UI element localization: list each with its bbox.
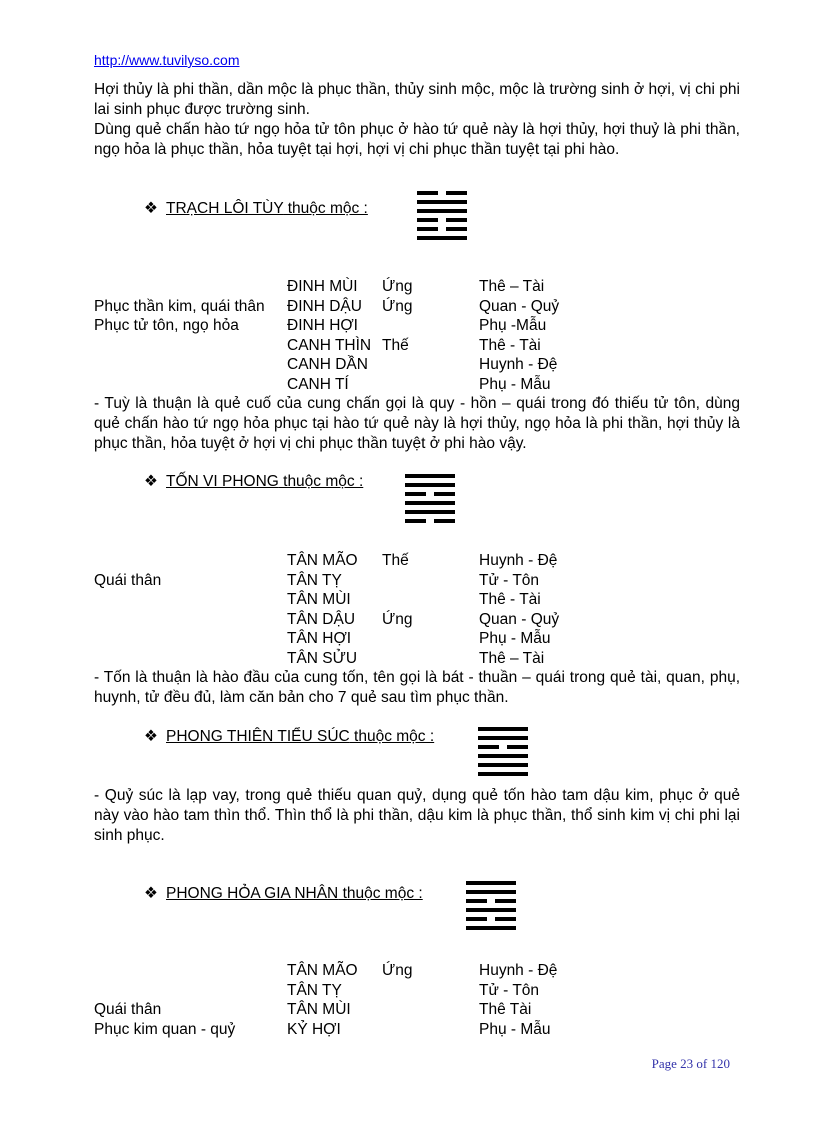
diamond-bullet-icon: ❖ xyxy=(144,200,158,217)
solid-line xyxy=(417,200,467,204)
row-position: Thế xyxy=(382,552,409,569)
hexagram-phong-thien-tieu-suc xyxy=(478,727,528,781)
website-link[interactable]: http://www.tuvilyso.com xyxy=(94,52,240,68)
row-position: Thế xyxy=(382,336,409,354)
section-note-trach-loi-tuy: - Tuỳ là thuận là quẻ cuố của cung chấn gọi là quy - hồn – quái trong đó thiếu tử tôn, dùng quẻ chấn hào tứ ngọ hỏa phục tại hào tứ quẻ này là hợi thủy, ngọ hỏa là phi thần, hợi thủy là phục thần, hỏa tuyệt ở hợi vị chi phục thần tuyệt ở phi hào vậy. xyxy=(94,395,740,452)
row-stem-branch: TÂN SỬU xyxy=(287,650,358,667)
page-number: Page 23 of 120 xyxy=(651,1056,730,1071)
broken-line xyxy=(478,745,528,749)
section-title-suffix: thuộc mộc : xyxy=(349,728,435,745)
section-heading-trach-loi-tuy xyxy=(144,199,368,218)
solid-line xyxy=(478,727,528,731)
solid-line xyxy=(466,890,516,894)
row-stem-branch: ĐINH HỢI xyxy=(287,317,358,335)
broken-line xyxy=(417,227,467,231)
row-stem-branch: TÂN MÃO xyxy=(287,962,358,979)
section-title: PHONG THIÊN TIỂU SÚC xyxy=(166,728,350,745)
solid-line xyxy=(417,236,467,240)
section-heading-ton-vi-phong xyxy=(144,472,363,491)
row-relation: Thê – Tài xyxy=(479,650,545,667)
row-label: Quái thân xyxy=(94,571,162,589)
row-stem-branch: TÂN TỴ xyxy=(287,981,342,999)
row-label: Phục kim quan - quỷ xyxy=(94,1020,236,1038)
row-stem-branch: TÂN TỴ xyxy=(287,571,342,589)
row-stem-branch: CANH DẦN xyxy=(287,356,368,374)
broken-line xyxy=(417,218,467,222)
broken-line xyxy=(405,519,455,523)
row-relation: Thê – Tài xyxy=(479,278,545,295)
row-position: Ứng xyxy=(382,610,413,628)
row-position: Ứng xyxy=(382,297,413,315)
row-label: Phục thần kim, quái thân xyxy=(94,297,265,315)
hexagram-ton-vi-phong xyxy=(405,474,455,528)
solid-line xyxy=(466,881,516,885)
row-stem-branch: TÂN HỢI xyxy=(287,630,352,648)
section-note-phong-thien-tieu-suc: - Quỷ súc là lạp vay, trong quẻ thiếu quan quỷ, dụng quẻ tốn hào tam dậu kim, phục ở quẻ này vào hào tam thìn thổ. Thìn thổ là phi thần, dậu kim là phục thần, thổ sinh kim vị chi phi lại sinh phục. xyxy=(94,787,740,844)
solid-line xyxy=(478,772,528,776)
row-position: Ứng xyxy=(382,962,413,979)
solid-line xyxy=(405,501,455,505)
solid-line xyxy=(405,510,455,514)
row-stem-branch: CANH TÍ xyxy=(287,376,349,393)
row-label: Phục tử tôn, ngọ hỏa xyxy=(94,317,239,335)
solid-line xyxy=(478,754,528,758)
section-title-suffix: thuộc mộc : xyxy=(338,885,423,902)
solid-line xyxy=(466,926,516,930)
row-relation: Thê Tài xyxy=(479,1001,532,1019)
row-stem-branch: TÂN MÙI xyxy=(287,1001,351,1019)
section-heading-phong-hoa-gia-nhan xyxy=(144,884,423,903)
intro-paragraph-2: Dùng quẻ chấn hào tứ ngọ hỏa tử tôn phục ở hào tứ quẻ này là hợi thủy, hợi thuỷ là phi thần, ngọ hỏa là phục thần, hỏa tuyệt tại hợi, hợi vị chi phục thần tuyệt tại phi hào. xyxy=(94,121,740,158)
hexagram-trach-loi-tuy xyxy=(417,191,467,245)
solid-line xyxy=(405,483,455,487)
row-stem-branch: ĐINH MÙI xyxy=(287,278,358,295)
section-title: TRẠCH LÔI TÙY xyxy=(166,200,284,217)
section-title-suffix: thuộc mộc : xyxy=(278,473,364,490)
row-stem-branch: KỶ HỢI xyxy=(287,1020,341,1038)
solid-line xyxy=(466,908,516,912)
solid-line xyxy=(478,736,528,740)
intro-paragraph-1: Hợi thủy là phi thần, dần mộc là phục thần, thủy sinh mộc, mộc là trường sinh ở hợi, vị chi phi lai sinh phục được trường sinh. xyxy=(94,81,740,118)
solid-line xyxy=(417,209,467,213)
row-relation: Phụ - Mẫu xyxy=(479,376,551,393)
section-note-ton-vi-phong: - Tốn là thuận là hào đầu của cung tốn, tên gọi là bát - thuần – quái trong quẻ tài, quan, phụ, huynh, tử đều đủ, làm căn bản cho 7 quẻ sau tìm phục thần. xyxy=(94,669,740,706)
broken-line xyxy=(417,191,467,195)
broken-line xyxy=(405,492,455,496)
row-stem-branch: CANH THÌN xyxy=(287,336,372,354)
row-stem-branch: TÂN MÙI xyxy=(287,591,351,609)
row-relation: Huynh - Đệ xyxy=(479,962,558,979)
row-relation: Quan - Quỷ xyxy=(479,610,560,628)
row-relation: Phụ - Mẫu xyxy=(479,1020,551,1038)
row-relation: Huynh - Đệ xyxy=(479,356,558,374)
row-relation: Phụ -Mẫu xyxy=(479,317,547,335)
row-relation: Thê - Tài xyxy=(479,336,541,354)
row-relation: Tử - Tôn xyxy=(479,981,540,999)
section-title: TỐN VI PHONG xyxy=(166,473,279,490)
row-relation: Phụ - Mẫu xyxy=(479,630,551,648)
row-relation: Tử - Tôn xyxy=(479,571,540,589)
section-title: PHONG HỎA GIA NHÂN xyxy=(166,885,339,902)
row-stem-branch: ĐINH DẬU xyxy=(287,297,362,315)
row-stem-branch: TÂN MÃO xyxy=(287,552,358,569)
row-label: Quái thân xyxy=(94,1001,162,1019)
row-stem-branch: TÂN DẬU xyxy=(287,610,356,628)
row-relation: Huynh - Đệ xyxy=(479,552,558,569)
section-heading-phong-thien-tieu-suc xyxy=(144,727,434,746)
row-relation: Thê - Tài xyxy=(479,591,541,609)
solid-line xyxy=(478,763,528,767)
diamond-bullet-icon: ❖ xyxy=(144,473,158,490)
broken-line xyxy=(466,899,516,903)
hexagram-phong-hoa-gia-nhan xyxy=(466,881,516,935)
solid-line xyxy=(405,474,455,478)
row-position: Ứng xyxy=(382,278,413,295)
broken-line xyxy=(466,917,516,921)
section-title-suffix: thuộc mộc : xyxy=(283,200,368,217)
row-relation: Quan - Quỷ xyxy=(479,297,560,315)
diamond-bullet-icon: ❖ xyxy=(144,885,158,902)
diamond-bullet-icon: ❖ xyxy=(144,728,158,745)
